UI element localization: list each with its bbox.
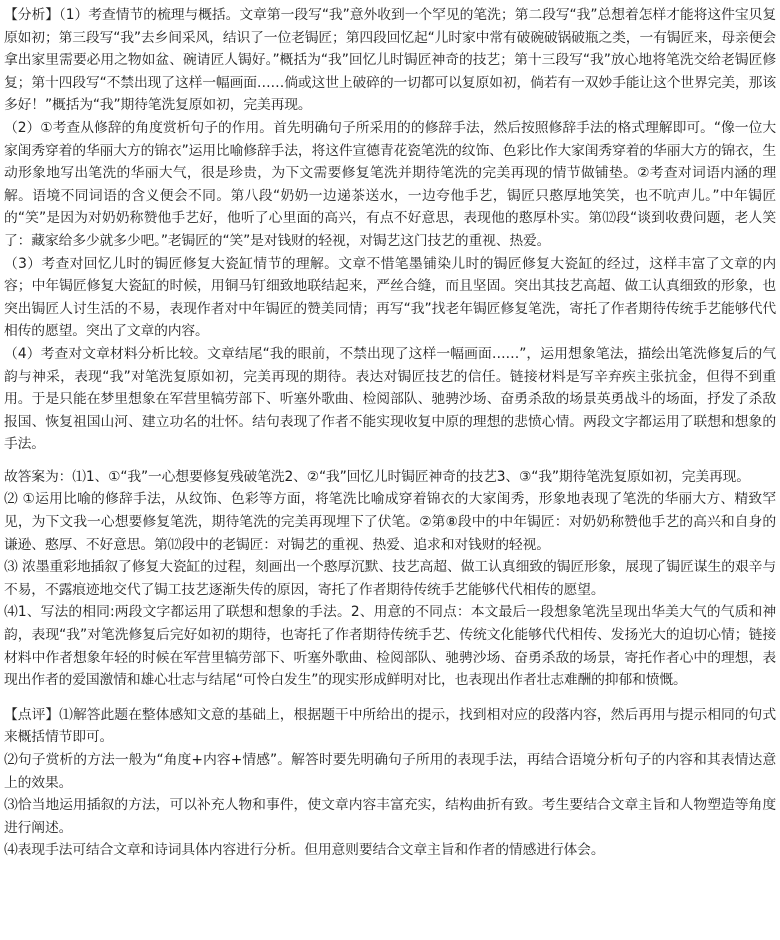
answer-section [4,466,776,692]
answer-part-3: ⑶ 浓墨重彩地插叙了修复大瓷缸的过程，刻画出一个憨厚沉默、技艺高超、做工认真细致的锔匠形象，展现了锔匠谋生的艰辛与不易，不露痕迹地交代了锔工技艺逐渐失传的原因，寄托了作者期待传统手艺能够代代相传的愿望。 [4,559,776,598]
analysis-section [4,4,776,456]
analysis-part-4: （4）考查对文章材料分析比较。文章结尾“我的眼前，不禁出现了这样一幅画面……”，运用想象笔法，描绘出笔洗修复后的气韵与神采，表现“我”对笔洗复原如初，完美再现的期待。表达对锔匠技艺的信任。链接材料是写辛弃疾主张抗金，但得不到重用。于是只能在梦里想象在军营里犒劳部下、听塞外歌曲、检阅部队、驰骋沙场、奋勇杀敌的场景英勇战斗的场面，抒发了杀敌报国、恢复祖国山河、建立功名的壮怀。结句表现了作者不能实现收复中原的理想的悲愤心情。两段文字都运用了联想和想象的手法。 [4,345,776,453]
comment-part-2: ⑵句子赏析的方法一般为“角度+内容+情感”。解答时要先明确句子所用的表现手法，再结合语境分析句子的内容和其表情达意上的效果。 [4,752,776,791]
answer-part-4: ⑷1、写法的相同:两段文字都运用了联想和想象的手法。2、用意的不同点：本文最后一段想象笔洗呈现出华美大气的气质和神韵，表现“我”对笔洗修复后完好如初的期待，也寄托了作者期待传统手艺、传统文化能够代代相传、发扬光大的迫切心情；链接材料中作者想象年轻的时候在军营里犒劳部下、听塞外歌曲、检阅部队、驰骋沙场、奋勇杀敌的场景，寄托作者心中的理想，表现出作者的爱国激情和雄心壮志与结尾“可怜白发生”的现实形成鲜明对比，也表现出作者壮志难酬的抑郁和愤慨。 [4,604,776,689]
comment-part-4: ⑷表现手法可结合文章和诗词具体内容进行分析。但用意则要结合文章主旨和作者的情感进行体会。 [4,842,605,859]
comment-section [4,704,776,862]
answer-part-1: 故答案为：⑴1、①“我”一心想要修复残破笔洗2、②“我”回忆儿时锔匠神奇的技艺3、③“我”期待笔洗复原如初，完美再现。 [4,468,750,485]
comment-part-1: 【点评】⑴解答此题在整体感知文意的基础上，根据题干中所给出的提示，找到相对应的段落内容，然后再用与提示相同的句式来概括情节即可。 [4,706,776,746]
comment-part-3: ⑶恰当地运用插叙的方法，可以补充人物和事件，使文章内容丰富充实，结构曲折有致。考生要结合文章主旨和人物塑造等角度进行阐述。 [4,797,776,836]
section-spacer [4,456,776,466]
analysis-part-1: 【分析】（1）考查情节的梳理与概括。文章第一段写“我”意外收到一个罕见的笔洗；第二段写“我”总想着怎样才能将这件宝贝复原如初；第三段写“我”去乡间采风，结识了一位老锔匠；第四段回忆起“儿时家中常有破碗破锅破瓶之类，一有锔匠来，母亲便会拿出家里需要必用之物如盆、碗请匠人锔好。”概括为“我”回忆儿时锔匠神奇的技艺；第十三段写“我”放心地将笔洗交给老锔匠修复；第十四段写“不禁出现了这样一幅画面……倘或这世上破碎的一切都可以复原如初，倘若有一双妙手能让这个世界完美，那该多好！”概括为“我”期待笔洗复原如初，完美再现。 [4,7,776,114]
analysis-part-3: （3）考查对回忆儿时的锔匠修复大瓷缸情节的理解。文章不惜笔墨铺染儿时的锔匠修复大瓷缸的经过，这样丰富了文章的内容；中年锔匠修复大瓷缸的时候，用铜马钉细致地联结起来，严丝合缝，而且坚固。突出其技艺高超、做工认真细致的形象，也突出锔匠人讨生活的不易，表现作者对中年锔匠的赞美同情；再写“我”找老年锔匠修复笔洗，寄托了作者期待传统手艺能够代代相传的愿望。突出了文章的内容。 [4,255,776,340]
section-spacer [4,692,776,704]
analysis-part-2: （2）①考查从修辞的角度赏析句子的作用。首先明确句子所采用的的修辞手法，然后按照修辞手法的格式理解即可。“像一位大家闺秀穿着的华丽大方的锦衣”运用比喻修辞手法，将这件宣德青花瓷笔洗的纹饰、色彩比作大家闺秀穿着的华丽大方的锦衣，生动形象地写出笔洗的华丽大气，很是珍贵，为下文需要修复笔洗并期待笔洗的完美再现的情节做铺垫。②考查对词语内涵的理解。语境不同词语的含义便会不同。第八段“奶奶一边递茶送水，一边夸他手艺，锔匠只憨厚地笑笑，也不吭声儿。”中年锔匠的“笑”是因为对奶奶称赞他手艺好，他听了心里面的高兴，有点不好意思，表现他的憨厚朴实。第⑿段“谈到收费问题，老人笑了：藏家给多少就多少吧。”老锔匠的“笑”是对钱财的轻视，对锔艺这门技艺的重视、热爱。 [4,119,776,249]
answer-part-2: ⑵ ①运用比喻的修辞手法，从纹饰、色彩等方面，将笔洗比喻成穿着锦衣的大家闺秀，形象地表现了笔洗的华丽大方、精致罕见，为下文我一心想要修复笔洗，期待笔洗的完美再现埋下了伏笔。②第⑧段中的中年锔匠：对奶奶称赞他手艺的高兴和自身的谦逊、憨厚、不好意思。第⑿段中的老锔匠：对锔艺的重视、热爱、追求和对钱财的轻视。 [4,491,776,553]
